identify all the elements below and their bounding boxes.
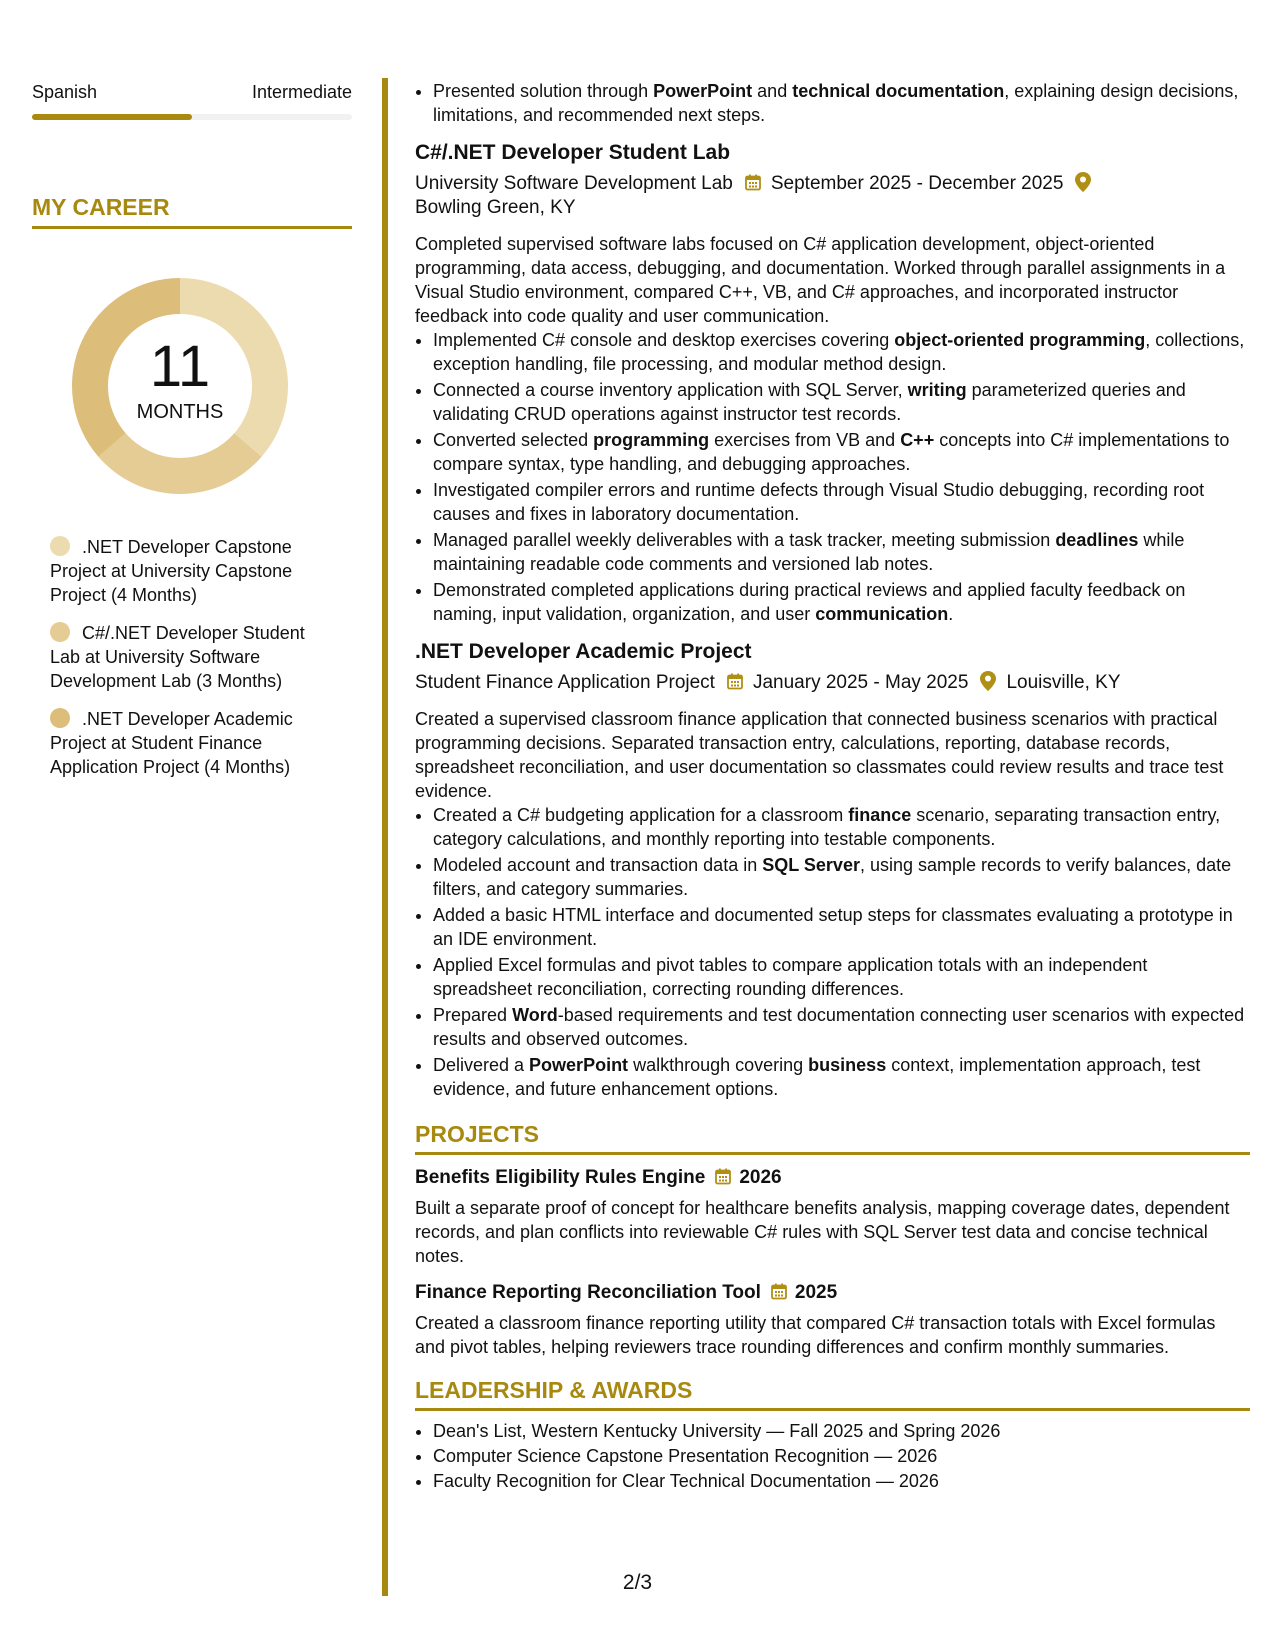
job-organization: University Software Development Lab (415, 173, 733, 194)
bold-keyword: finance (848, 805, 912, 825)
job-description: Created a supervised classroom finance application that connected business scenarios with practical programming decisions. Separated transaction entry, calculations, reporting, database records, spreadsheet reconciliation, and user documentation so classmates could review results and trace test evidence. (415, 709, 1224, 801)
project-year: 2026 (739, 1167, 782, 1188)
career-total-value: 11 (149, 334, 211, 399)
experience-bullet: • Implemented C# console and desktop exercises covering object-oriented programming, collections, exception handling, file processing, and modular method design. (433, 328, 1250, 376)
legend-dot-2 (50, 622, 70, 642)
project-title (415, 1280, 1250, 1307)
project-entry (415, 1165, 1250, 1268)
bold-keyword: Word (512, 1005, 558, 1025)
career-legend-label: .NET Developer Academic Project at Student Finance Application Project (4 Months) (50, 709, 293, 777)
legend-dot-1 (50, 536, 70, 556)
experience-list (415, 139, 1250, 1101)
career-legend-item (50, 707, 320, 779)
job-bullets (415, 803, 1250, 1101)
project-entry (415, 1280, 1250, 1359)
bold-keyword: deadlines (1055, 530, 1139, 550)
experience-bullet: • Connected a course inventory application with SQL Server, writing parameterized queries and validating CRUD operations against instructor test records. (433, 378, 1250, 426)
career-legend-item (50, 535, 320, 607)
experience-bullet: • Delivered a PowerPoint walkthrough covering business context, implementation approach, test evidence, and future enhancement options. (433, 1053, 1250, 1101)
projects-heading: PROJECTS (415, 1119, 1250, 1155)
language-proficiency-bar (32, 114, 352, 120)
project-description: Built a separate proof of concept for healthcare benefits analysis, mapping coverage dates, dependent records, and plan conflicts into reviewable C# rules with SQL Server test data and concise technical notes. (415, 1198, 1230, 1266)
career-heading: MY CAREER (32, 192, 352, 229)
award-item: • Faculty Recognition for Clear Technical Documentation — 2026 (433, 1469, 1250, 1493)
projects-list (415, 1165, 1250, 1359)
job-dates: January 2025 - May 2025 (752, 672, 969, 693)
calendar-icon (715, 1170, 731, 1187)
language-proficiency-fill (32, 114, 192, 120)
experience-bullet: • Added a basic HTML interface and documented setup steps for classmates evaluating a prototype in an IDE environment. (433, 903, 1250, 951)
donut-center (67, 273, 293, 499)
bold-keyword: writing (907, 380, 967, 400)
project-name: Finance Reporting Reconciliation Tool (415, 1282, 761, 1303)
experience-bullet: • Prepared Word-based requirements and test documentation connecting user scenarios with expected results and observed outcomes. (433, 1003, 1250, 1051)
bold-keyword: communication (815, 604, 949, 624)
job-location: Bowling Green, KY (415, 197, 576, 218)
awards-heading: LEADERSHIP & AWARDS (415, 1375, 1250, 1411)
career-legend (32, 535, 352, 779)
bold-keyword: C++ (900, 430, 935, 450)
project-description: Created a classroom finance reporting utility that compared C# transaction totals with Excel formulas and pivot tables, helping reviewers trace rounding differences and confirm monthly summaries. (415, 1313, 1216, 1357)
bold-keyword: programming (593, 430, 710, 450)
bold-keyword: PowerPoint (653, 81, 753, 101)
project-year: 2025 (794, 1282, 838, 1303)
left-column (32, 80, 352, 793)
job-title: .NET Developer Academic Project (415, 640, 752, 663)
job-entry (415, 638, 1250, 1101)
experience-bullet: • Managed parallel weekly deliverables with a task tracker, meeting submission deadlines while maintaining readable code comments and versioned lab notes. (433, 528, 1250, 576)
bold-keyword: technical documentation (792, 81, 1005, 101)
right-column (415, 79, 1250, 1494)
calendar-icon (727, 672, 743, 692)
project-title (415, 1165, 1250, 1192)
experience-bullet: • Converted selected programming exercises from VB and C++ concepts into C# implementations to compare syntax, type handling, and debugging approaches. (433, 428, 1250, 476)
language-level: Intermediate (251, 82, 352, 102)
experience-bullet: • Investigated compiler errors and runtime defects through Visual Studio debugging, recording root causes and fixes in laboratory documentation. (433, 478, 1250, 526)
experience-bullet: • Modeled account and transaction data in SQL Server, using sample records to verify balances, date filters, and category summaries. (433, 853, 1250, 901)
project-name: Benefits Eligibility Rules Engine (415, 1167, 706, 1188)
map-pin-icon (980, 672, 996, 692)
job-organization: Student Finance Application Project (415, 672, 715, 693)
award-item: • Computer Science Capstone Presentation Recognition — 2026 (433, 1444, 1250, 1468)
experience-bullet: • Demonstrated completed applications during practical reviews and applied faculty feedback on naming, input validation, organization, and user communication. (433, 578, 1250, 626)
map-pin-icon (1075, 173, 1091, 193)
career-legend-label: .NET Developer Capstone Project at University Capstone Project (4 Months) (50, 537, 293, 605)
bold-keyword: object-oriented programming (894, 330, 1146, 350)
award-item: • Dean's List, Western Kentucky University — Fall 2025 and Spring 2026 (433, 1419, 1250, 1443)
language-name: Spanish (32, 82, 98, 102)
previous-job-bullets (415, 79, 1250, 127)
column-divider (382, 78, 388, 1596)
job-dates: September 2025 - December 2025 (770, 173, 1064, 194)
awards-list (415, 1419, 1250, 1493)
bold-keyword: business (808, 1055, 887, 1075)
calendar-icon (771, 1285, 787, 1302)
career-legend-label: C#/.NET Developer Student Lab at University Software Development Lab (3 Months) (50, 623, 305, 691)
job-bullets (415, 328, 1250, 626)
career-donut-chart (67, 273, 293, 499)
page-number: 2/3 (622, 1571, 653, 1594)
job-title: C#/.NET Developer Student Lab (415, 141, 731, 164)
career-legend-item (50, 621, 320, 693)
bold-keyword: SQL Server (762, 855, 860, 875)
career-total-unit: MONTHS (136, 401, 224, 423)
experience-bullet: • Presented solution through PowerPoint and technical documentation, explaining design decisions, limitations, and recommended next steps. (433, 79, 1250, 127)
bold-keyword: PowerPoint (529, 1055, 629, 1075)
job-entry (415, 139, 1250, 626)
job-meta (415, 670, 1250, 695)
experience-bullet: • Applied Excel formulas and pivot tables to compare application totals with an independent spreadsheet reconciliation, correcting rounding differences. (433, 953, 1250, 1001)
experience-bullet: • Created a C# budgeting application for a classroom finance scenario, separating transaction entry, category calculations, and monthly reporting into testable components. (433, 803, 1250, 851)
language-row (32, 80, 352, 104)
job-location: Louisville, KY (1006, 672, 1121, 693)
job-description: Completed supervised software labs focused on C# application development, object-oriented programming, data access, debugging, and documentation. Worked through parallel assignments in a Visual Studio environment, compared C++, VB, and C# approaches, and incorporated instructor feedback into code quality and user communication. (415, 234, 1226, 326)
legend-dot-3 (50, 708, 70, 728)
job-meta (415, 171, 1250, 220)
calendar-icon (745, 173, 761, 193)
